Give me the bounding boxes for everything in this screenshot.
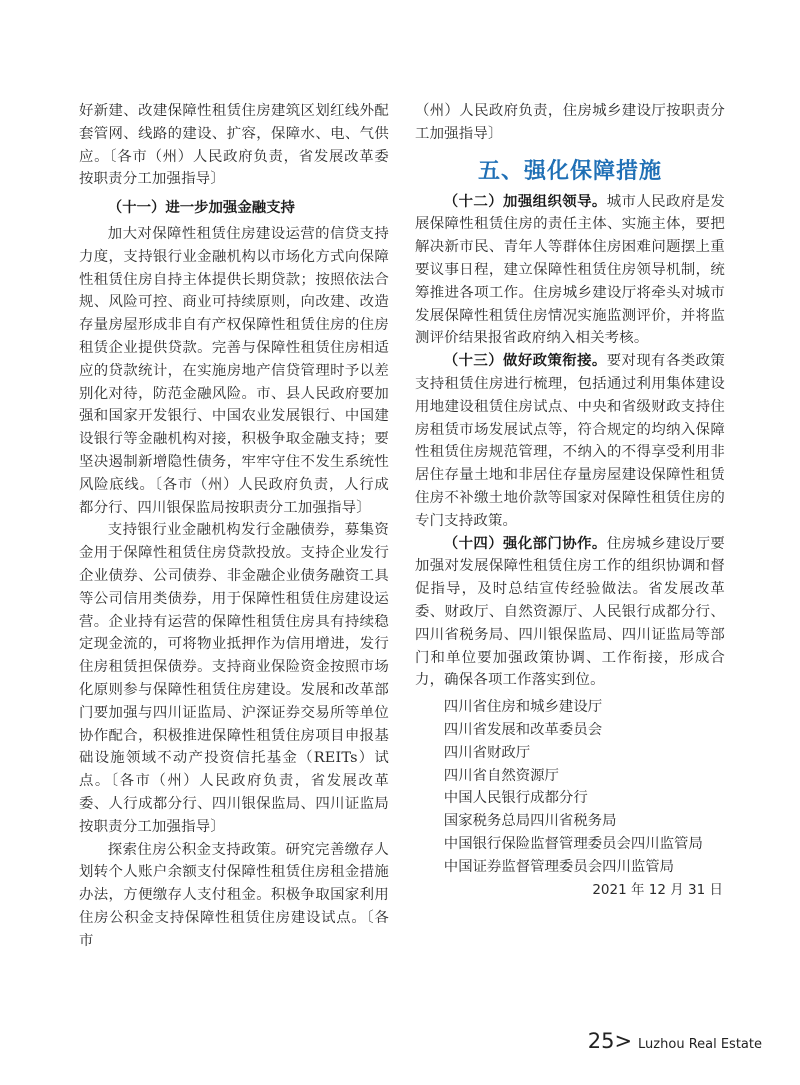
paragraph-12-text: 城市人民政府是发展保障性租赁住房的责任主体、实施主体，要把解决新市民、青年人等群体住房困难问题摆上重要议事日程，建立保障性租赁住房领导机制，统筹推进各项工作。住房城乡建设厅将牵头对城市发展保障性租赁住房情况实施监测评价，并将监测评价结果报省政府纳入相关考核。: [415, 193, 726, 347]
paragraph-14: [415, 533, 725, 693]
page-footer: [588, 1029, 762, 1053]
publication-name: Luzhou Real Estate: [638, 1037, 762, 1052]
right-column: [415, 100, 725, 901]
paragraph-12: [415, 191, 725, 351]
paragraph-continued-right: （州）人民政府负责，住房城乡建设厅按职责分工加强指导〕: [415, 103, 725, 142]
issue-date: 2021 年 12 月 31 日: [592, 881, 723, 898]
paragraph-14-text: 住房城乡建设厅要加强对发展保障性租赁住房工作的组织协调和督促指导，及时总结宣传经验做法。省发展改革委、财政厅、自然资源厅、人民银行成都分行、四川省税务局、四川银保监局、四川证监局等部门和单位要加强政策协调、工作衔接，形成合力，确保各项工作落实到位。: [415, 535, 726, 689]
left-column: [79, 100, 389, 952]
subheading-11: （十一）进一步加强金融支持: [107, 200, 295, 217]
organization: 四川省发展和改革委员会: [443, 721, 603, 738]
paragraph-bonds: 支持银行业金融机构发行金融债券，募集资金用于保障性租赁住房贷款投放。支持企业发行企业债券、公司债券、非金融企业债务融资工具等公司信用类债券，用于保障性租赁住房建设运营。企业持有运营的保障性租赁住房具有持续稳定现金流的，可将物业抵押作为信用增进，发行住房租赁担保债券。支持商业保险资金按照市场化原则参与保障性租赁住房建设。发展和改革部门要加强与四川证监局、沪深证券交易所等单位协作配合，积极推进保障性租赁住房项目申报基础设施领域不动产投资信托基金（REITs）试点。〔各市（州）人民政府负责，省发展改革委、人行成都分行、四川银保监局、四川证监局按职责分工加强指导〕: [79, 522, 389, 835]
paragraph-financial-support: 加大对保障性租赁住房建设运营的信贷支持力度，支持银行业金融机构以市场化方式向保障性租赁住房自持主体提供长期贷款；按照依法合规、风险可控、商业可持续原则，向改建、改造存量房屋形成非自有产权保障性租赁住房的住房租赁企业提供贷款。完善与保障性租赁住房相适应的贷款统计，在实施房地产信贷管理时予以差别化对待，防范金融风险。市、县人民政府要加强和国家开发银行、中国农业发展银行、中国建设银行等金融机构对接，积极争取金融支持；要坚决遏制新增隐性债务，牢牢守住不发生系统性风险底线。〔各市（州）人民政府负责，人行成都分行、四川银保监局按职责分工加强指导〕: [79, 225, 389, 516]
arrow-icon: >: [614, 1029, 633, 1053]
organization: 中国证券监督管理委员会四川监管局: [443, 858, 675, 875]
organization: 国家税务总局四川省税务局: [443, 813, 617, 830]
paragraph-continued: 好新建、改建保障性租赁住房建筑区划红线外配套管网、线路的建设、扩容，保障水、电、气供应。〔各市（州）人民政府负责，省发展改革委按职责分工加强指导〕: [79, 103, 389, 188]
paragraph-14-lead: （十四）强化部门协作。: [443, 535, 607, 552]
organization: 四川省自然资源厅: [443, 767, 559, 784]
paragraph-13: [415, 350, 725, 532]
paragraph-12-lead: （十二）加强组织领导。: [443, 193, 607, 210]
organization: 中国银行保险监督管理委员会四川监管局: [443, 835, 703, 852]
paragraph-13-lead: （十三）做好政策衔接。: [443, 353, 607, 370]
paragraph-13-text: 要对现有各类政策支持租赁住房进行梳理，包括通过利用集体建设用地建设租赁住房试点、中央和省级财政支持住房租赁市场发展试点等，符合规定的均纳入保障性租赁住房规范管理，不纳入的不得享受利用非居住存量土地和非居住存量房屋建设保障性租赁住房不补缴土地价款等国家对保障性租赁住房的专门支持政策。: [415, 353, 726, 529]
organization: 四川省财政厅: [443, 744, 531, 761]
issuing-organizations: [415, 696, 725, 878]
page-number: 25: [587, 1029, 615, 1053]
section-title: 五、强化保障措施: [477, 158, 662, 184]
organization: 中国人民银行成都分行: [443, 790, 588, 807]
paragraph-housing-fund: 探索住房公积金支持政策。研究完善缴存人划转个人账户余额支付保障性租赁住房租金措施办法，方便缴存人支付租金。积极争取国家利用住房公积金支持保障性租赁住房建设试点。〔各市: [79, 841, 389, 949]
organization: 四川省住房和城乡建设厅: [443, 699, 603, 716]
